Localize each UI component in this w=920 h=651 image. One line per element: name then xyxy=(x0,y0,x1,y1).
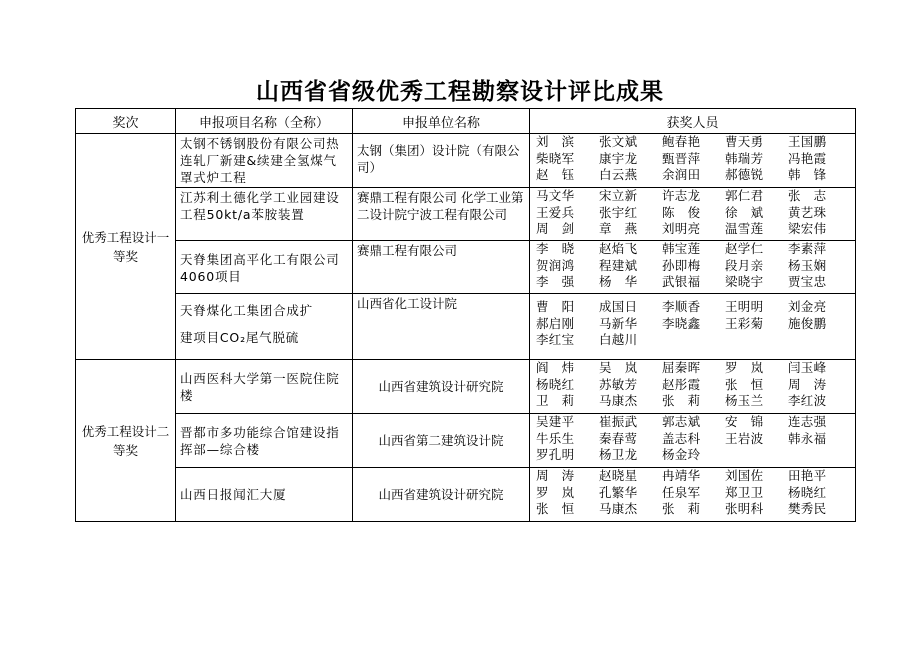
winners-line xyxy=(536,360,851,377)
winners-line xyxy=(536,299,851,316)
table-row xyxy=(76,414,856,468)
winners-cell xyxy=(530,360,856,414)
winner: 宋立新 xyxy=(599,188,638,203)
winner: 鲍春艳 xyxy=(662,134,701,149)
winner: 白云燕 xyxy=(599,167,638,182)
winner: 李红波 xyxy=(788,393,827,408)
header-award: 奖次 xyxy=(76,109,176,134)
winner: 贺润鸿 xyxy=(536,257,575,273)
winner: 苏敏芳 xyxy=(599,376,638,392)
award-first: 优秀工程设计一等奖 xyxy=(76,134,176,360)
winner: 孙即梅 xyxy=(662,257,701,273)
winner: 吴建平 xyxy=(536,414,575,429)
winner: 杨玉兰 xyxy=(725,393,764,408)
winner: 杨金玲 xyxy=(662,447,701,462)
header-project: 申报项目名称（全称） xyxy=(176,109,353,134)
winner: 张 恒 xyxy=(536,501,575,516)
winner: 陈 俊 xyxy=(662,204,701,220)
winner: 周 涛 xyxy=(536,468,575,483)
winner: 梁晓宇 xyxy=(725,274,764,289)
winner: 程建斌 xyxy=(599,257,638,273)
winner: 罗 岚 xyxy=(725,360,764,375)
winner: 杨晓红 xyxy=(788,484,827,500)
table-row xyxy=(76,134,856,188)
winners-line xyxy=(536,501,851,518)
winner: 刘 滨 xyxy=(536,134,575,149)
winners-line xyxy=(536,414,851,431)
winner: 罗 岚 xyxy=(536,484,575,500)
winner: 任泉军 xyxy=(662,484,701,500)
table-row xyxy=(76,360,856,414)
winner: 冯艳霞 xyxy=(788,150,827,166)
winner: 王爱兵 xyxy=(536,204,575,220)
winner: 徐 斌 xyxy=(725,204,764,220)
unit-name: 赛鼎工程有限公司 xyxy=(353,241,530,294)
winners-cell xyxy=(530,134,856,188)
winners-line xyxy=(536,134,851,151)
awards-table xyxy=(75,108,856,522)
winner: 韩宝莲 xyxy=(662,241,701,256)
winners-line xyxy=(536,468,851,485)
winners-cell xyxy=(530,241,856,294)
winner: 张 志 xyxy=(788,188,827,203)
winner: 郝启刚 xyxy=(536,315,575,331)
winner: 李 强 xyxy=(536,274,575,289)
winners-line xyxy=(536,274,851,291)
winners-line xyxy=(536,377,851,394)
winner: 卫 莉 xyxy=(536,393,575,408)
winner: 温雪莲 xyxy=(725,221,764,236)
winner: 牛乐生 xyxy=(536,430,575,446)
winner: 杨晓红 xyxy=(536,376,575,392)
winner: 崔振武 xyxy=(599,414,638,429)
winner: 赵晓星 xyxy=(599,468,638,483)
winner: 施俊鹏 xyxy=(788,315,827,331)
winner: 黄艺珠 xyxy=(788,204,827,220)
winner: 马新华 xyxy=(599,315,638,331)
winners-line xyxy=(536,188,851,205)
project-name: 晋都市多功能综合馆建设指挥部—综合楼 xyxy=(176,414,353,468)
winners-line xyxy=(536,167,851,184)
unit-name: 山西省化工设计院 xyxy=(353,294,530,360)
winners-cell xyxy=(530,294,856,360)
winner: 韩瑞芳 xyxy=(725,150,764,166)
winner: 赵学仁 xyxy=(725,241,764,256)
winner: 闫玉峰 xyxy=(788,360,827,375)
unit-name: 太钢（集团）设计院（有限公司） xyxy=(353,134,530,188)
winner: 吴 岚 xyxy=(599,360,638,375)
winners-cell xyxy=(530,188,856,241)
winner: 李红宝 xyxy=(536,332,575,347)
project-name xyxy=(176,294,353,360)
winner: 许志龙 xyxy=(662,188,701,203)
winners-cell xyxy=(530,414,856,468)
winner: 李顺香 xyxy=(662,299,701,314)
winner: 刘明亮 xyxy=(662,221,701,236)
winner: 周 剑 xyxy=(536,221,575,236)
winner: 王国鹏 xyxy=(788,134,827,149)
winner: 周 涛 xyxy=(788,376,827,392)
project-name-line: 天脊煤化工集团合成扩 xyxy=(180,303,314,318)
page-title: 山西省省级优秀工程勘察设计评比成果 xyxy=(256,79,664,105)
winner: 章 燕 xyxy=(599,221,638,236)
table-header-row xyxy=(76,109,856,134)
winner: 赵 钰 xyxy=(536,167,575,182)
table-row xyxy=(76,188,856,241)
winner: 郝德锐 xyxy=(725,167,764,182)
winner: 刘金亮 xyxy=(788,299,827,314)
award-second: 优秀工程设计二等奖 xyxy=(76,360,176,522)
winner: 田艳平 xyxy=(788,468,827,483)
winner: 连志强 xyxy=(788,414,827,429)
winners-line xyxy=(536,221,851,238)
winner: 屈秦晖 xyxy=(662,360,701,375)
unit-name: 山西省建筑设计研究院 xyxy=(353,360,530,414)
winner: 赵彤霞 xyxy=(662,376,701,392)
winner: 李 晓 xyxy=(536,241,575,256)
winner: 张 莉 xyxy=(662,393,701,408)
header-winners: 获奖人员 xyxy=(530,109,856,134)
winner: 白越川 xyxy=(599,332,638,347)
winner: 阎 炜 xyxy=(536,360,575,375)
winners-line xyxy=(536,205,851,222)
project-name: 太钢不锈钢股份有限公司热连轧厂新建&续建全氢煤气罩式炉工程 xyxy=(176,134,353,188)
header-unit: 申报单位名称 xyxy=(353,109,530,134)
winner: 马康杰 xyxy=(599,501,638,516)
table-row xyxy=(76,241,856,294)
winners-line xyxy=(536,258,851,275)
unit-name: 赛鼎工程有限公司 化学工业第二设计院宁波工程有限公司 xyxy=(353,188,530,241)
winners-line xyxy=(536,241,851,258)
winners-line xyxy=(536,332,851,349)
winner: 韩 锋 xyxy=(788,167,827,182)
winner: 段月亲 xyxy=(725,257,764,273)
winner: 柴晓军 xyxy=(536,150,575,166)
winners-line xyxy=(536,393,851,410)
winner: 杨卫龙 xyxy=(599,447,638,462)
winner: 罗孔明 xyxy=(536,447,575,462)
table-row xyxy=(76,468,856,522)
winner: 郭仁君 xyxy=(725,188,764,203)
winner: 张明科 xyxy=(725,501,764,516)
project-name: 天脊集团高平化工有限公司4060项目 xyxy=(176,241,353,294)
winner: 张文斌 xyxy=(599,134,638,149)
winner: 秦春莺 xyxy=(599,430,638,446)
winners-line xyxy=(536,151,851,168)
winner: 梁宏伟 xyxy=(788,221,827,236)
winner: 余润田 xyxy=(662,167,701,182)
winner: 郭志斌 xyxy=(662,414,701,429)
table-row xyxy=(76,294,856,360)
project-name: 山西日报闻汇大厦 xyxy=(176,468,353,522)
winner: 康宇龙 xyxy=(599,150,638,166)
winner: 王岩波 xyxy=(725,430,764,446)
winner: 张 恒 xyxy=(725,376,764,392)
winners-line xyxy=(536,447,851,464)
winner: 杨 华 xyxy=(599,274,638,289)
winner: 盖志科 xyxy=(662,430,701,446)
project-name: 山西医科大学第一医院住院楼 xyxy=(176,360,353,414)
winner: 孔繁华 xyxy=(599,484,638,500)
winner: 李晓鑫 xyxy=(662,315,701,331)
winner: 樊秀民 xyxy=(788,501,827,516)
winner: 张 莉 xyxy=(662,501,701,516)
winners-line xyxy=(536,316,851,333)
winner: 王彩菊 xyxy=(725,315,764,331)
project-name: 江苏利土德化学工业园建设工程50kt/a苯胺装置 xyxy=(176,188,353,241)
winner: 韩永福 xyxy=(788,430,827,446)
project-name-line: 建项目CO₂尾气脱硫 xyxy=(180,330,300,345)
winners-line xyxy=(536,431,851,448)
winner: 曹天勇 xyxy=(725,134,764,149)
unit-name: 山西省第二建筑设计院 xyxy=(353,414,530,468)
winner: 郑卫卫 xyxy=(725,484,764,500)
winners-cell xyxy=(530,468,856,522)
winner: 成国日 xyxy=(599,299,638,314)
winner: 赵焰飞 xyxy=(599,241,638,256)
winner: 安 锦 xyxy=(725,414,764,429)
winner: 张宇红 xyxy=(599,204,638,220)
winner: 冉靖华 xyxy=(662,468,701,483)
winner: 王明明 xyxy=(725,299,764,314)
winner: 李素萍 xyxy=(788,241,827,256)
unit-name: 山西省建筑设计研究院 xyxy=(353,468,530,522)
winner: 马文华 xyxy=(536,188,575,203)
winner: 贾宝忠 xyxy=(788,274,827,289)
winner: 刘国佐 xyxy=(725,468,764,483)
winner: 杨玉娴 xyxy=(788,257,827,273)
winner: 马康杰 xyxy=(599,393,638,408)
winner: 甄晋萍 xyxy=(662,150,701,166)
winner: 曹 阳 xyxy=(536,299,575,314)
winner: 武银福 xyxy=(662,274,701,289)
winners-line xyxy=(536,485,851,502)
